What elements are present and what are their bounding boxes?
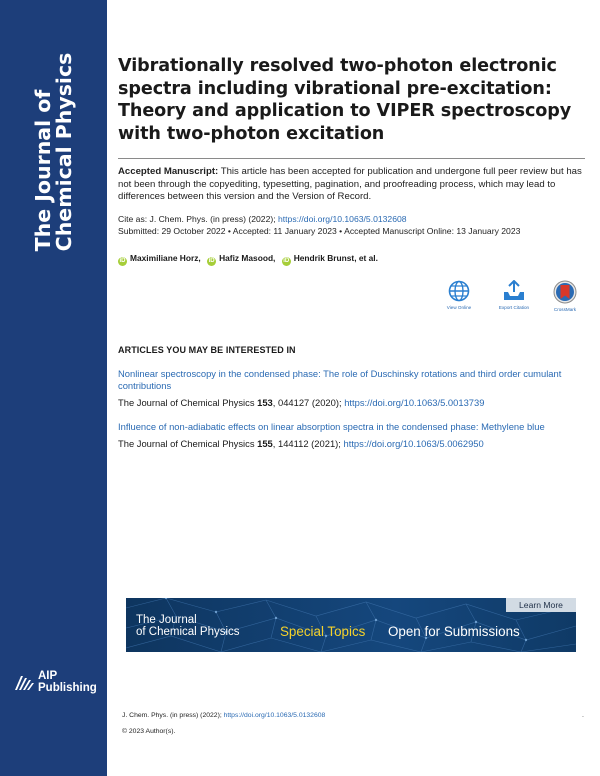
related-article [118, 368, 585, 409]
related-article-volume: 153 [257, 397, 273, 408]
crossmark-button[interactable] [545, 280, 585, 312]
related-article-journal: The Journal of Chemical Physics [118, 397, 255, 408]
banner-journal-line1: The Journal [136, 614, 197, 626]
aip-publishing-logo[interactable] [13, 670, 101, 696]
related-article-title-link[interactable]: Influence of non-adiabatic effects on linear absorption spectra in the condensed phase: Methylene blue [118, 421, 545, 432]
footer-dot: . [582, 712, 584, 719]
author-list [118, 252, 382, 266]
footer-citation-prefix: J. Chem. Phys. (in press) (2022); [122, 712, 222, 719]
article-title: Vibrationally resolved two-photon electronic spectra including vibrational pre-excitation: Theory and application to VIPER spectroscopy with two-photon excitation [118, 56, 572, 144]
accepted-manuscript-text: This article has been accepted for publication and undergone full peer review but has not been through the copyediting, typesetting, pagination, and proofreading process, which may lead to differences between this version and the Version of Record. [118, 166, 582, 203]
aip-logo-icon [13, 674, 35, 692]
related-articles-heading: ARTICLES YOU MAY BE INTERESTED IN [118, 345, 296, 355]
journal-name-vertical [33, 53, 75, 252]
banner-journal-name [136, 614, 240, 638]
accepted-manuscript-notice [118, 166, 585, 204]
related-article [118, 421, 585, 450]
aip-logo-line1: AIP [38, 670, 58, 682]
crossmark-icon [553, 280, 577, 304]
orcid-icon[interactable]: iD [208, 258, 215, 264]
export-citation-button[interactable] [494, 280, 534, 310]
globe-icon [448, 280, 470, 302]
related-article-title-link[interactable]: Nonlinear spectroscopy in the condensed phase: The role of Duschinsky rotations and third order cumulant contributions [118, 368, 562, 391]
author-name[interactable]: Maximiliane Horz, [130, 253, 201, 263]
citation-doi-link[interactable]: https://doi.org/10.1063/5.0132608 [278, 214, 407, 224]
export-icon [502, 280, 526, 302]
footer-copyright: © 2023 Author(s). [122, 728, 176, 735]
learn-more-button[interactable]: Learn More [506, 598, 576, 612]
aip-logo-text [38, 670, 97, 694]
orcid-icon[interactable]: iD [119, 258, 126, 264]
related-article-volume: 155 [257, 438, 273, 449]
banner-open-submissions: Open for Submissions [388, 624, 520, 639]
title-divider [118, 158, 585, 159]
related-article-citation [118, 397, 585, 409]
related-article-details: , 144112 (2021); [272, 438, 341, 449]
footer-citation [122, 712, 325, 719]
related-article-doi-link[interactable]: https://doi.org/10.1063/5.0013739 [344, 397, 485, 408]
journal-name-line1: The Journal of [31, 89, 55, 252]
submission-dates: Submitted: 29 October 2022 • Accepted: 11 January 2023 • Accepted Manuscript Online: 13 January 2023 [118, 226, 521, 236]
citation-line [118, 214, 407, 225]
journal-name-line2: Chemical Physics [52, 52, 76, 252]
aip-logo-line2: Publishing [38, 682, 97, 694]
footer-doi-link[interactable]: https://doi.org/10.1063/5.0132608 [223, 712, 326, 719]
related-article-details: , 044127 (2020); [272, 397, 342, 408]
related-article-journal: The Journal of Chemical Physics [118, 438, 255, 449]
related-article-doi-link[interactable]: https://doi.org/10.1063/5.0062950 [343, 438, 484, 449]
crossmark-label: CrossMark [553, 307, 577, 312]
view-online-button[interactable] [439, 280, 479, 310]
related-article-citation [118, 438, 585, 450]
citation-prefix: Cite as: J. Chem. Phys. (in press) (2022); [118, 214, 276, 224]
accepted-manuscript-label: Accepted Manuscript: [118, 166, 219, 177]
orcid-icon[interactable]: iD [283, 258, 290, 264]
author-name[interactable]: Hendrik Brunst, et al. [293, 253, 378, 263]
author-name[interactable]: Hafiz Masood, [219, 253, 276, 263]
banner-special-topics: Special Topics [280, 624, 366, 639]
special-topics-banner[interactable] [126, 598, 576, 652]
view-online-label: View Online [446, 305, 472, 310]
banner-journal-line2: of Chemical Physics [136, 626, 240, 638]
journal-sidebar [0, 0, 107, 776]
export-citation-label: Export Citation [498, 305, 530, 310]
